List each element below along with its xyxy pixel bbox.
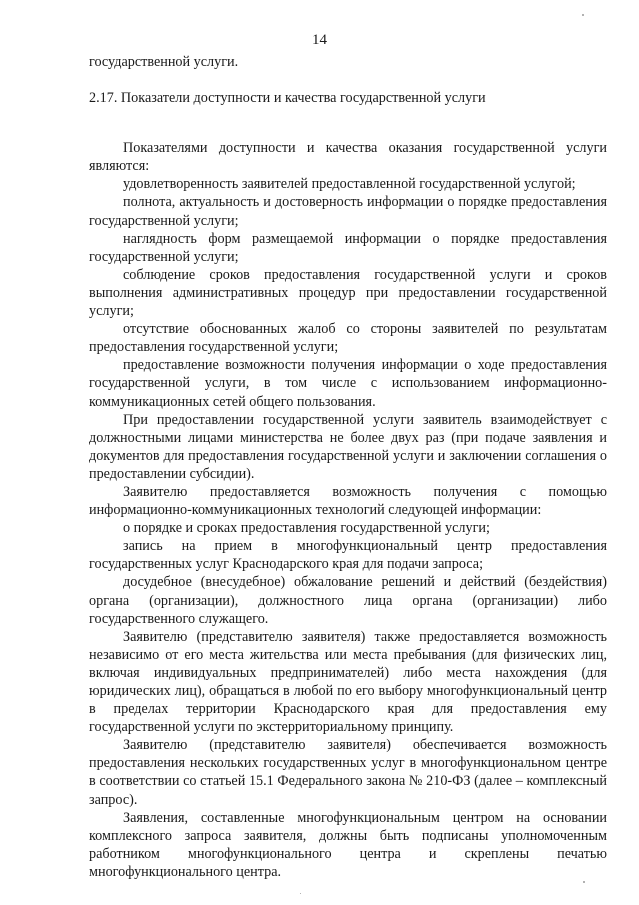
paragraph: отсутствие обоснованных жалоб со стороны заявителей по результатам предоставления государственной услуги; <box>89 321 607 356</box>
document-body <box>89 53 607 881</box>
paragraph: досудебное (внесудебное) обжалование решений и действий (бездействия) органа (организации), должностного лица органа (организации) либо государственного служащего. <box>89 574 607 627</box>
paragraph: Заявителю предоставляется возможность получения с помощью информационно-коммуникационных технологий следующей информации: <box>89 483 607 519</box>
section-heading: 2.17. Показатели доступности и качества государственной услуги <box>89 90 486 107</box>
paragraph: о порядке и сроках предоставления государственной услуги; <box>123 520 490 537</box>
paragraph: удовлетворенность заявителей предоставленной государственной услугой; <box>123 176 576 193</box>
paragraph: наглядность форм размещаемой информации о порядке предоставления государственной услуги; <box>89 230 607 265</box>
paragraph: Заявителю (представителю заявителя) обеспечивается возможность предоставления нескольких государственных услуг в многофункциональном центре в соответствии со статьей 15.1 Федерального закона № 210-ФЗ (далее – комплексный запрос). <box>89 737 607 808</box>
paragraph: Заявителю (представителю заявителя) также предоставляется возможность независимо от его места жительства или места пребывания (для физических лиц, включая индивидуальных предпринимателей) либо места нахождения (для юридических лиц), обращаться в любой по его выбору многофункциональный центр в пределах территории Краснодарского края для предоставления ему государственной услуги по экстерриториальному принципу. <box>89 628 607 736</box>
paragraph: запись на прием в многофункциональный центр предоставления государственных услуг Краснодарского края для подачи запроса; <box>89 538 607 573</box>
scan-speck <box>583 881 585 883</box>
spacer <box>89 125 607 139</box>
continuation-text: государственной услуги. <box>89 54 239 70</box>
paragraph: полнота, актуальность и достоверность информации о порядке предоставления государственной услуги; <box>89 194 607 229</box>
paragraph: Показателями доступности и качества оказания государственной услуги являются: <box>89 140 607 175</box>
paragraph: Заявления, составленные многофункциональным центром на основании комплексного запроса заявителя, должны быть подписаны уполномоченным работником многофункционального центра и скреплены печатью многофункционального центра. <box>89 809 607 880</box>
scan-speck <box>300 893 301 894</box>
paragraph: соблюдение сроков предоставления государственной услуги и сроков выполнения административных процедур при предоставлении государственной услуги; <box>89 266 607 320</box>
paragraph: При предоставлении государственной услуги заявитель взаимодействует с должностными лицами министерства не более двух раз (при подаче заявления и документов для предоставления государственной услуги и заключении соглашения о предоставлении субсидии). <box>89 411 607 482</box>
page-number: 14 <box>312 32 327 48</box>
scan-speck <box>582 14 584 16</box>
paragraph: предоставление возможности получения информации о ходе предоставления государственной услуги, в том числе с использованием информационно-коммуникационных сетей общего пользования. <box>89 357 607 410</box>
